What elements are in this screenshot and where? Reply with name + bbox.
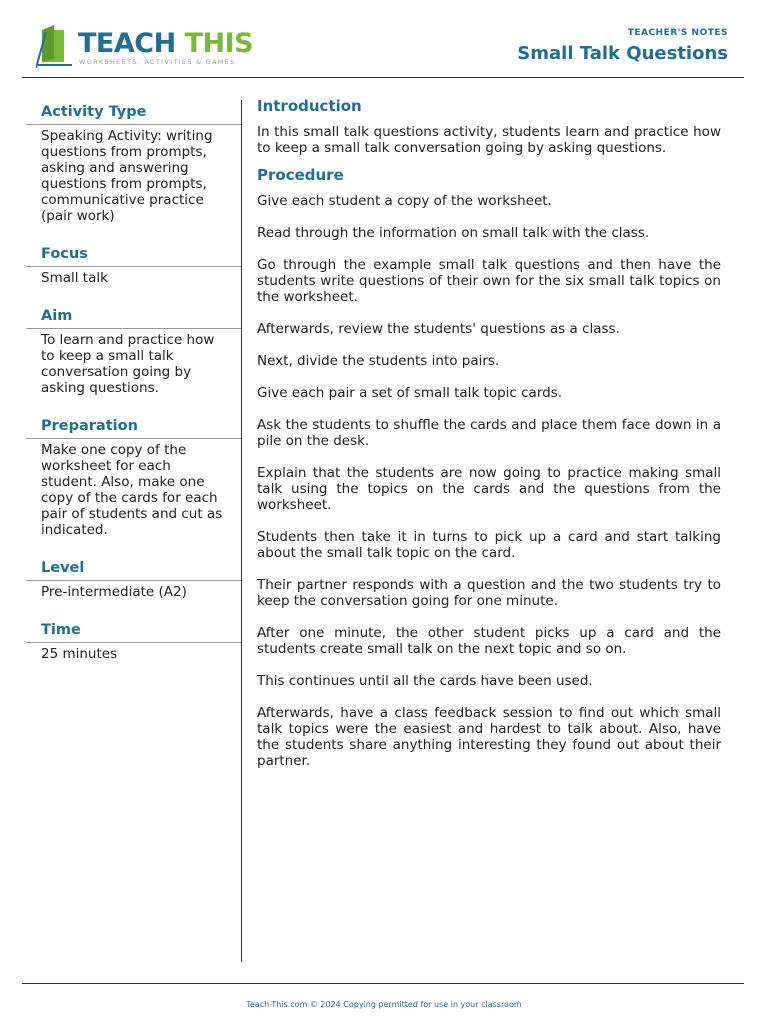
procedure-step: After one minute, the other student picks up a card and the students create small talk on the next topic and so on. (257, 625, 721, 657)
sidebar-section-focus (26, 242, 241, 286)
procedure-step: Give each pair a set of small talk topic cards. (257, 385, 563, 401)
procedure-step: Explain that the students are now going to practice making small talk using the topics on the cards and the questions from the worksheet. (257, 465, 721, 513)
teach-this-logo (36, 24, 254, 72)
sidebar-heading: Preparation (26, 414, 241, 439)
sidebar-text: Make one copy of the worksheet for each student. Also, make one copy of the cards for each pair of students and cut as indicated. (41, 442, 223, 538)
page-title: Small Talk Questions (517, 43, 728, 64)
procedure-step: Ask the students to shuffle the cards and place them face down in a pile on the desk. (257, 417, 721, 449)
procedure-step: Next, divide the students into pairs. (257, 353, 500, 369)
sidebar-section-time (26, 618, 241, 662)
procedure-step: Go through the example small talk questions and then have the students write questions of their own for the six small talk topics on the worksheet. (257, 257, 721, 305)
sidebar-heading: Activity Type (26, 100, 241, 125)
procedure-step: Afterwards, review the students' questions as a class. (257, 321, 620, 337)
introduction-text: In this small talk questions activity, students learn and practice how to keep a small talk conversation going by asking questions. (257, 124, 721, 156)
sidebar-section-preparation (26, 414, 241, 538)
introduction-heading: Introduction (257, 97, 362, 115)
logo-wordmark (78, 28, 253, 59)
procedure-step: Read through the information on small talk with the class. (257, 225, 650, 241)
footer-divider (22, 983, 744, 984)
sidebar-section-activity-type (26, 100, 241, 224)
procedure-step: Give each student a copy of the worksheet. (257, 193, 552, 209)
sidebar (26, 100, 242, 962)
main-content (257, 95, 721, 785)
sidebar-text: Pre-intermediate (A2) (41, 584, 187, 600)
sidebar-heading: Level (26, 556, 241, 581)
sidebar-heading: Focus (26, 242, 241, 267)
footer-copyright: Teach-This.com © 2024 Copying permitted for use in your classroom (246, 1000, 522, 1009)
sidebar-heading: Aim (26, 304, 241, 329)
sidebar-section-aim (26, 304, 241, 396)
procedure-heading: Procedure (257, 166, 344, 184)
sidebar-heading: Time (26, 618, 241, 643)
sidebar-text: 25 minutes (41, 646, 118, 662)
procedure-step: Afterwards, have a class feedback session to find out which small talk topics were the easiest and hardest to talk about. Also, have the students share anything interesting they found out about their partner. (257, 705, 721, 769)
logo-this: THIS (184, 28, 254, 59)
teachers-notes-label: TEACHER'S NOTES (627, 28, 728, 38)
sidebar-text: To learn and practice how to keep a small talk conversation going by asking questions. (41, 332, 215, 396)
logo-tagline: WORKSHEETS, ACTIVITIES & GAMES (79, 58, 236, 66)
procedure-step: Their partner responds with a question and the two students try to keep the conversation going for one minute. (257, 577, 721, 609)
sidebar-text: Small talk (41, 270, 108, 286)
logo-teach: TEACH (78, 28, 176, 59)
sidebar-section-level (26, 556, 241, 600)
sidebar-text: Speaking Activity: writing questions from prompts, asking and answering questions from prompts, communicative practice (pair work) (41, 128, 213, 224)
procedure-step: This continues until all the cards have been used. (257, 673, 593, 689)
book-icon (36, 24, 76, 68)
header-divider (22, 77, 744, 78)
procedure-step: Students then take it in turns to pick up a card and start talking about the small talk topic on the card. (257, 529, 721, 561)
